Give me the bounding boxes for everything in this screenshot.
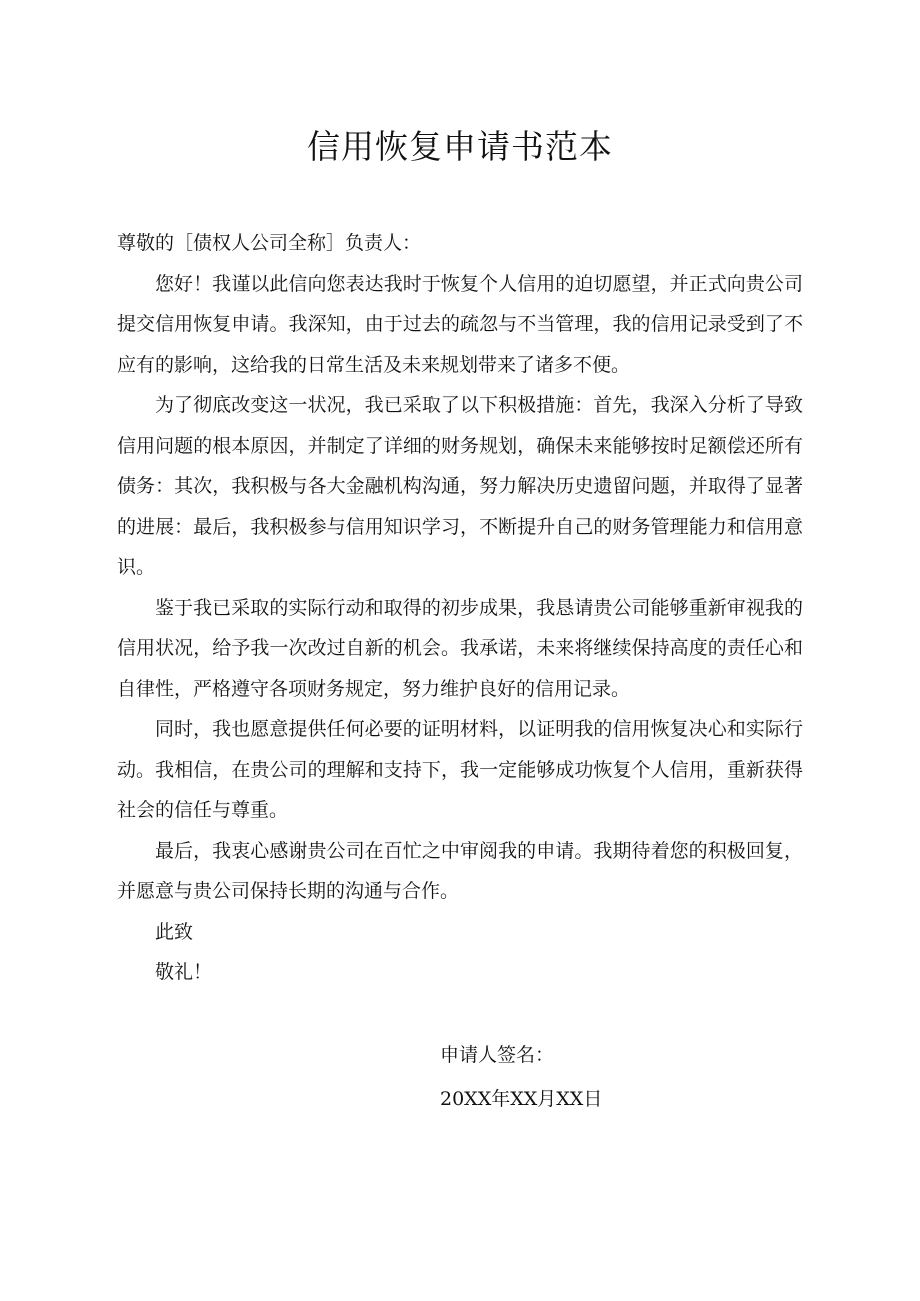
signature-label: 申请人签名： bbox=[440, 1044, 555, 1066]
closing-line-1: 此致 bbox=[155, 920, 194, 943]
letter-body bbox=[117, 223, 803, 993]
paragraph-2: 为了彻底改变这一状况，我已采取了以下积极措施：首先，我深入分析了导致信用问题的根本原因，并制定了详细的财务规划，确保未来能够按时足额偿还所有债务：其次，我积极与各大金融机构沟通，努力解决历史遗留问题，并取得了显著的进展：最后，我积极参与信用知识学习，不断提升自己的财务管理能力和信用意识。 bbox=[117, 394, 803, 578]
paragraph-5: 最后，我衷心感谢贵公司在百忙之中审阅我的申请。我期待着您的积极回复，并愿意与贵公司保持长期的沟通与合作。 bbox=[117, 839, 803, 902]
signature-block bbox=[440, 1033, 602, 1121]
closing-line-2: 敬礼！ bbox=[155, 961, 213, 983]
signature-date: 20XX年XX月XX日 bbox=[440, 1088, 603, 1110]
paragraph-1: 您好！我谨以此信向您表达我时于恢复个人信用的迫切愿望，并正式向贵公司提交信用恢复申请。我深知，由于过去的疏忽与不当管理，我的信用记录受到了不应有的影响，这给我的日常生活及未来规划带来了诸多不便。 bbox=[117, 272, 803, 376]
paragraph-4: 同时，我也愿意提供任何必要的证明材料，以证明我的信用恢复决心和实际行动。我相信，在贵公司的理解和支持下，我一定能够成功恢复个人信用，重新获得社会的信任与尊重。 bbox=[117, 718, 803, 821]
document-title: 信用恢复申请书范本 bbox=[307, 127, 613, 166]
paragraph-3: 鉴于我已采取的实际行动和取得的初步成果，我恳请贵公司能够重新审视我的信用状况，给予我一次改过自新的机会。我承诺，未来将继续保持高度的责任心和自律性，严格遵守各项财务规定，努力维护良好的信用记录。 bbox=[117, 596, 803, 700]
letter-greeting: 尊敬的［债权人公司全称］负责人： bbox=[117, 232, 422, 254]
